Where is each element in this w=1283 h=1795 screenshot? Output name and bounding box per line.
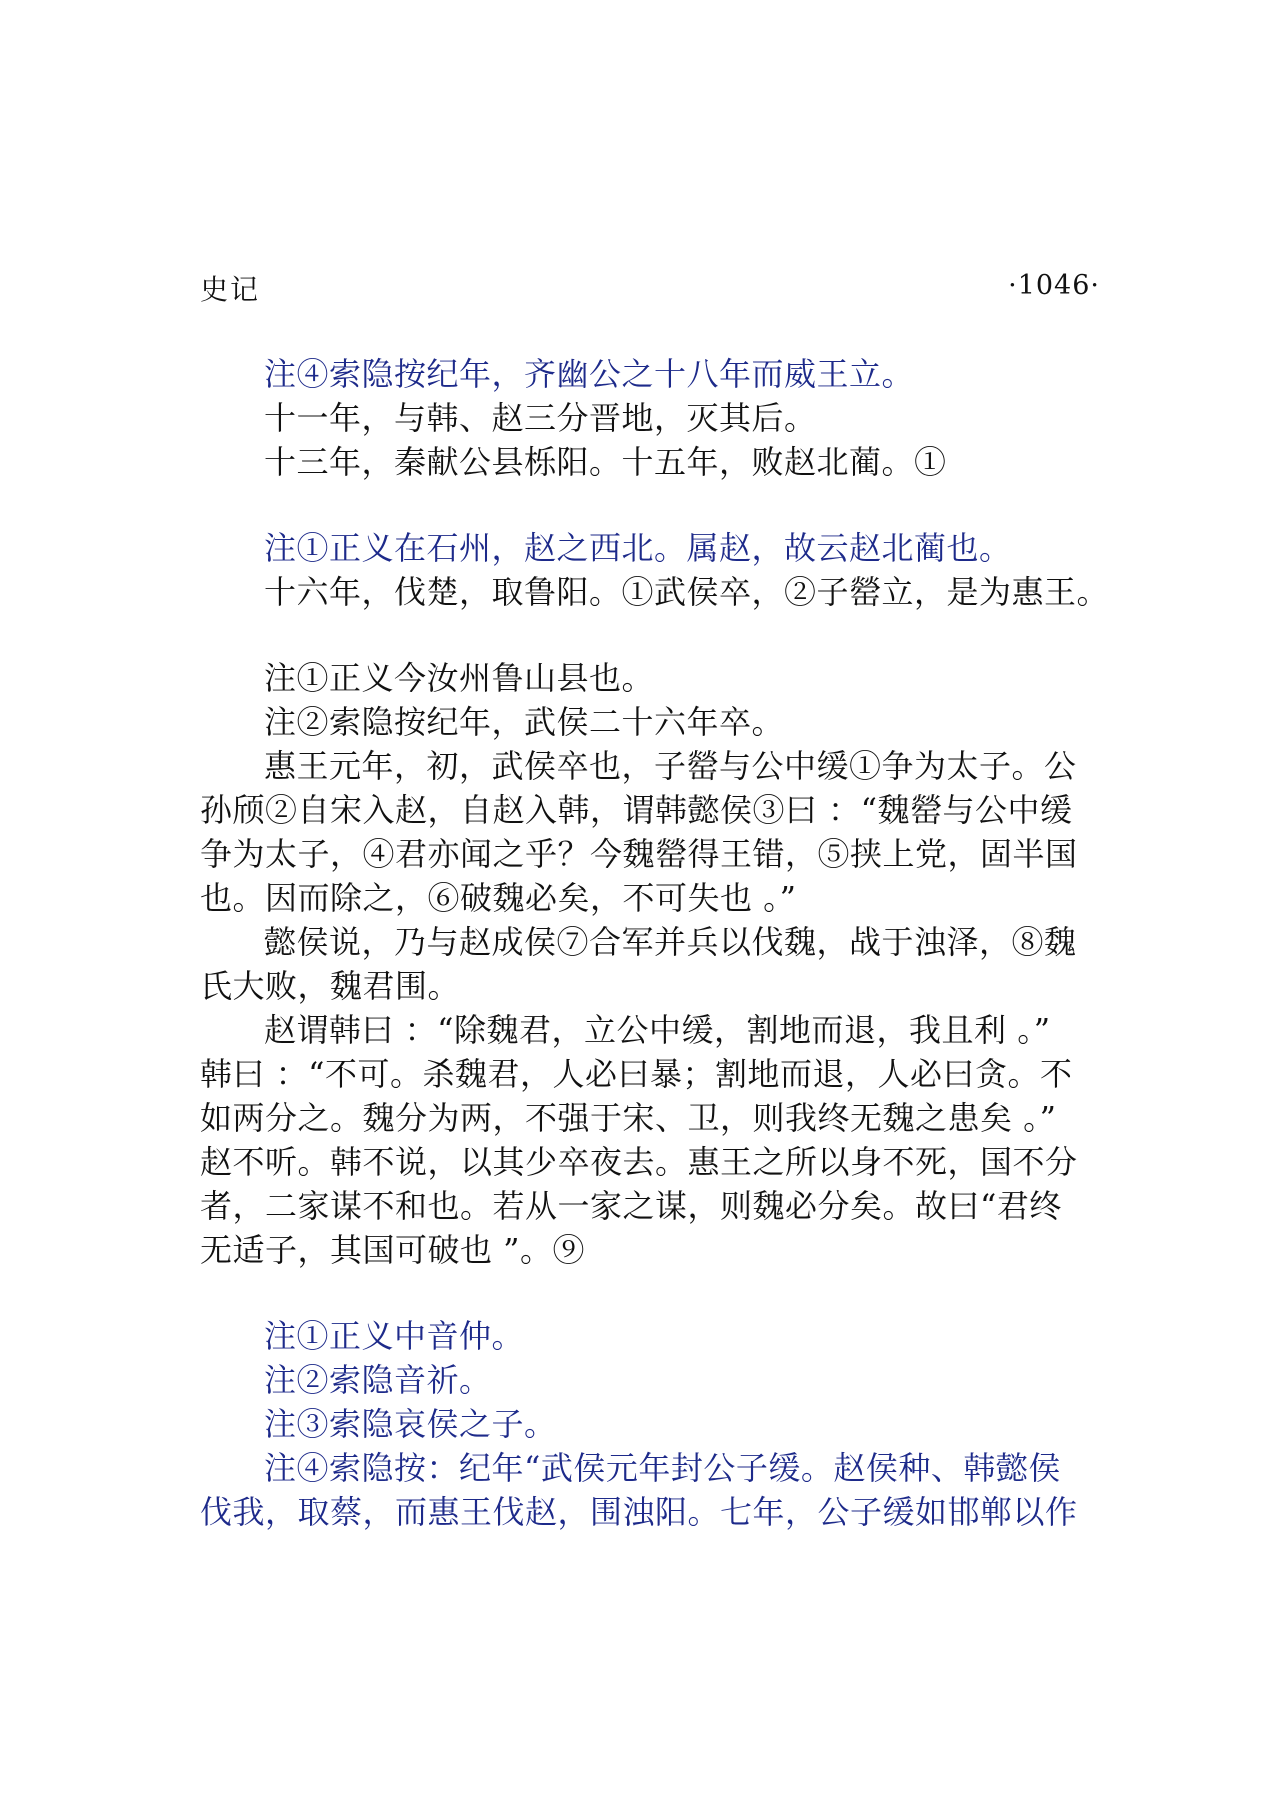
text-line: 韩曰 ：“不可。杀魏君，人必曰暴；割地而退，人必曰贪。不 (200, 1055, 1073, 1093)
text-line: 注②索隐按纪年，武侯二十六年卒。 (264, 703, 785, 741)
annotation-line: 注①正义在石州，赵之西北。属赵，故云赵北蔺也。 (264, 529, 1012, 567)
annotation-line: 伐我，取蔡，而惠王伐赵，围浊阳。七年，公子缓如邯郸以作 (200, 1493, 1078, 1531)
annotation-line: 注③索隐哀侯之子。 (264, 1405, 557, 1443)
text-line: 赵不听。韩不说，以其少卒夜去。惠王之所以身不死，国不分 (200, 1143, 1078, 1181)
text-line: 赵谓韩曰 ：“除魏君，立公中缓，割地而退，我且利 。” (264, 1011, 1051, 1049)
text-line: 十三年，秦献公县栎阳。十五年，败赵北蔺。① (264, 443, 947, 481)
text-line: 氏大败，魏君围。 (200, 967, 461, 1005)
annotation-line: 注④索隐按：纪年“武侯元年封公子缓。赵侯种、韩懿侯 (264, 1449, 1061, 1487)
text-line: 懿侯说，乃与赵成侯⑦合军并兵以伐魏，战于浊泽，⑧魏 (264, 923, 1077, 961)
text-line: 争为太子，④君亦闻之乎？今魏罃得王错，⑤挟上党，固半国 (200, 835, 1078, 873)
text-line: 者，二家谋不和也。若从一家之谋，则魏必分矣。故曰“君终 (200, 1187, 1062, 1225)
text-line: 十六年，伐楚，取鲁阳。①武侯卒，②子罃立，是为惠王。 (264, 573, 1110, 611)
page-body (200, 352, 1110, 1534)
page-header (200, 268, 1100, 308)
page-number: ·1046· (1008, 270, 1100, 301)
book-title: 史记 (200, 273, 261, 306)
annotation-line: 注④索隐按纪年，齐幽公之十八年而威王立。 (264, 355, 915, 393)
text-line: 惠王元年，初，武侯卒也，子罃与公中缓①争为太子。公 (264, 747, 1077, 785)
text-line: 无适子，其国可破也 ”。⑨ (200, 1231, 586, 1269)
text-line: 如两分之。魏分为两，不强于宋、卫，则我终无魏之患矣 。” (200, 1099, 1057, 1137)
paragraph-gap (200, 484, 1100, 526)
paragraph-gap (200, 614, 1100, 656)
annotation-line: 注①正义中音仲。 (264, 1317, 525, 1355)
text-line: 注①正义今汝州鲁山县也。 (264, 659, 655, 697)
text-line: 孙颀②自宋入赵，自赵入韩，谓韩懿侯③曰 ：“魏罃与公中缓 (200, 791, 1073, 829)
annotation-line: 注②索隐音祈。 (264, 1361, 492, 1399)
text-line: 也。因而除之，⑥破魏必矣，不可失也 。” (200, 879, 797, 917)
paragraph-gap (200, 1272, 1100, 1314)
text-line: 十一年，与韩、赵三分晋地，灭其后。 (264, 399, 817, 437)
